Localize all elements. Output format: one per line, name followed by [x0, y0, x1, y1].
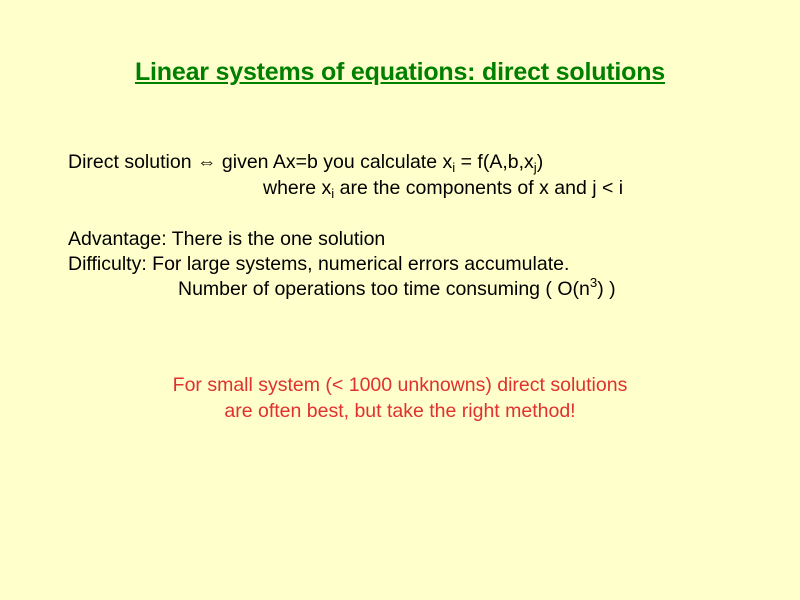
body-line-components [68, 176, 748, 202]
body-text-part: ) [536, 151, 544, 173]
body-line-direct-solution [68, 150, 748, 176]
slide-body [68, 150, 748, 303]
body-text-part: where x [263, 177, 332, 199]
body-line-advantage: Advantage: There is the one solution [68, 228, 386, 250]
emphasis-line-1: For small system (< 1000 unknowns) direct solutions [172, 374, 628, 396]
body-line-difficulty: Difficulty: For large systems, numerical errors accumulate. [68, 253, 570, 275]
superscript-3: 3 [589, 275, 598, 290]
body-text-part: = f(A,b,x [455, 151, 534, 173]
iff-symbol: ⇔ [196, 151, 217, 173]
spacer [68, 202, 748, 227]
slide-emphasis [0, 372, 800, 424]
page-title: Linear systems of equations: direct solutions [134, 58, 665, 86]
emphasis-line-2: are often best, but take the right method! [224, 400, 576, 422]
body-text-part: ) ) [597, 278, 616, 300]
subscript-j: j [533, 160, 537, 175]
subscript-i: i [331, 186, 335, 201]
subscript-i: i [452, 160, 456, 175]
body-text-part: are the components of x and j [334, 177, 602, 199]
body-text-part: Direct solution [68, 151, 197, 173]
body-text-part: Number of operations too time consuming ( O(n [178, 278, 590, 300]
body-line-operations [68, 277, 748, 303]
less-than-symbol: < [601, 177, 614, 199]
body-text-part: i [613, 177, 624, 199]
body-text-part: given Ax=b you calculate x [216, 151, 453, 173]
